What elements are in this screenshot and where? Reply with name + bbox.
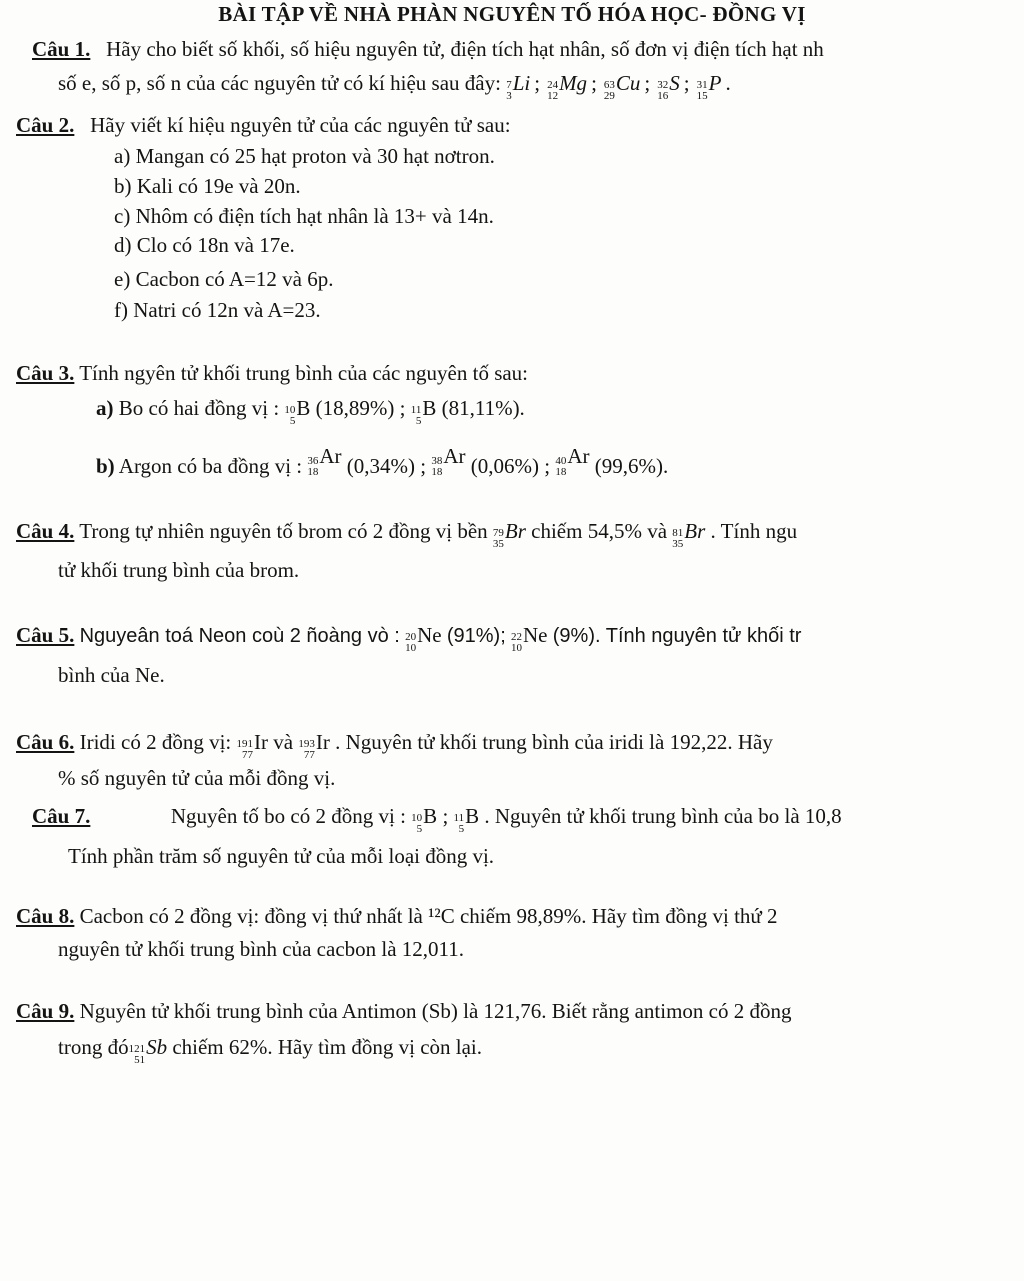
- q3-label: Câu 3.: [16, 361, 75, 385]
- isotope-ar40: 40 18 Ar: [555, 444, 590, 478]
- q3-item-a: a) Bo có hai đồng vị : 10 5 B (18,89%) ; 11 5 B (81,11%).: [96, 396, 525, 427]
- isotope-ir193: 193 77 Ir: [298, 730, 330, 761]
- isotope-p: 31 15 P: [696, 71, 722, 102]
- separator: .: [725, 71, 731, 95]
- q6-label: Câu 6.: [16, 730, 75, 754]
- separator: ;: [534, 71, 541, 95]
- q2-line1: Câu 2. Hãy viết kí hiệu nguyên tử của các nguyên tử sau:: [16, 113, 511, 137]
- q2-item-d: d) Clo có 18n và 17e.: [114, 233, 295, 257]
- q2-item-f: f) Natri có 12n và A=23.: [114, 298, 321, 322]
- isotope-br79: 79 35 Br: [492, 519, 526, 550]
- q5-line1: Câu 5. Nguyeân toá Neon coù 2 ñoàng vò : 20 10 Ne (91%); 22 10 Ne (9%). Tính nguyên tử khối tr: [16, 623, 802, 654]
- q4-label: Câu 4.: [16, 519, 75, 543]
- isotope-b11-q7: 11 5 B: [453, 804, 480, 835]
- q4-line2: tử khối trung bình của brom.: [58, 558, 300, 582]
- q6-line2: % số nguyên tử của mỗi đồng vị.: [58, 766, 336, 790]
- isotope-ir191: 191 77 Ir: [236, 730, 269, 761]
- page-title: BÀI TẬP VỀ NHÀ PHÀN NGUYÊN TỐ HÓA HỌC- ĐỒNG VỊ: [218, 2, 806, 26]
- q3-line1: Câu 3. Tính ngyên tử khối trung bình của các nguyên tố sau:: [16, 361, 529, 385]
- separator: ;: [591, 71, 597, 95]
- q1-isotope-list: [506, 71, 737, 102]
- isotope-cu: 63 29 Cu: [603, 71, 641, 102]
- isotope-mg: 24 12 Mg: [547, 71, 588, 102]
- q1-line1: Câu 1. Hãy cho biết số khối, số hiệu nguyên tử, điện tích hạt nhân, số đơn vị điện tích hạt nh: [32, 37, 824, 61]
- q8-line1: Câu 8. Cacbon có 2 đồng vị: đồng vị thứ nhất là ¹²C chiếm 98,89%. Hãy tìm đồng vị thứ 2: [16, 904, 778, 928]
- q5-line2: bình của Ne.: [58, 663, 165, 687]
- q2-item-b: b) Kali có 19e và 20n.: [114, 174, 301, 198]
- q7-label: Câu 7.: [32, 804, 91, 828]
- q8-label: Câu 8.: [16, 904, 75, 928]
- isotope-b11: 11 5 B: [410, 396, 437, 427]
- q7-line1: Câu 7. Nguyên tố bo có 2 đồng vị : 10 5 B ; 11 5 B . Nguyên tử khối trung bình của bo là 10,8: [32, 804, 842, 835]
- separator: ;: [644, 71, 651, 95]
- q2-label: Câu 2.: [16, 113, 75, 137]
- isotope-s: 32 16 S: [657, 71, 680, 102]
- isotope-ne20: 20 10 Ne: [405, 623, 442, 654]
- q2-item-a: a) Mangan có 25 hạt proton và 30 hạt nơtron.: [114, 144, 495, 168]
- q2-item-e: e) Cacbon có A=12 và 6p.: [114, 267, 334, 291]
- isotope-b10: 10 5 B: [284, 396, 311, 427]
- q9-line2: trong đó 121 51 Sb chiếm 62%. Hãy tìm đồng vị còn lại.: [58, 1035, 483, 1066]
- isotope-ar38: 38 18 Ar: [431, 444, 466, 478]
- q9-label: Câu 9.: [16, 999, 75, 1023]
- isotope-ar36: 36 18 Ar: [307, 444, 342, 478]
- isotope-b10-q7: 10 5 B: [411, 804, 438, 835]
- isotope-sb121: 121 51 Sb: [128, 1035, 168, 1066]
- q7-line2: Tính phần trăm số nguyên tử của mỗi loại đồng vị.: [68, 844, 495, 868]
- q2-item-c: c) Nhôm có điện tích hạt nhân là 13+ và 14n.: [114, 204, 494, 228]
- q6-line1: Câu 6. Iridi có 2 đồng vị: 191 77 Ir và 193 77 Ir . Nguyên tử khối trung bình của iridi là 192,22. Hãy: [16, 730, 773, 761]
- q9-line1: Câu 9. Nguyên tử khối trung bình của Antimon (Sb) là 121,76. Biết rằng antimon có 2 đồng: [16, 999, 792, 1023]
- isotope-ne22: 22 10 Ne: [511, 623, 548, 654]
- q5-label: Câu 5.: [16, 623, 75, 647]
- q1-label: Câu 1.: [32, 37, 91, 61]
- isotope-li: 7 3 Li: [506, 71, 531, 102]
- separator: ;: [683, 71, 690, 95]
- q1-line2: số e, số p, số n của các nguyên tử có kí hiệu sau đây: 7 3 Li ; 24 12 Mg ; 63 29 Cu ; 32 16 S ; 31 15 P .: [58, 70, 738, 102]
- q8-line2: nguyên tử khối trung bình của cacbon là 12,011.: [58, 937, 465, 961]
- isotope-br81: 81 35 Br: [672, 519, 706, 550]
- q3-item-b: b) Argon có ba đồng vị : 36 18 Ar (0,34%) ; 38 18 Ar (0,06%) ; 40 18 Ar (99,6%).: [96, 444, 669, 478]
- q4-line1: Câu 4. Trong tự nhiên nguyên tố brom có 2 đồng vị bền 79 35 Br chiếm 54,5% và 81 35 Br . Tính ngu: [16, 519, 798, 550]
